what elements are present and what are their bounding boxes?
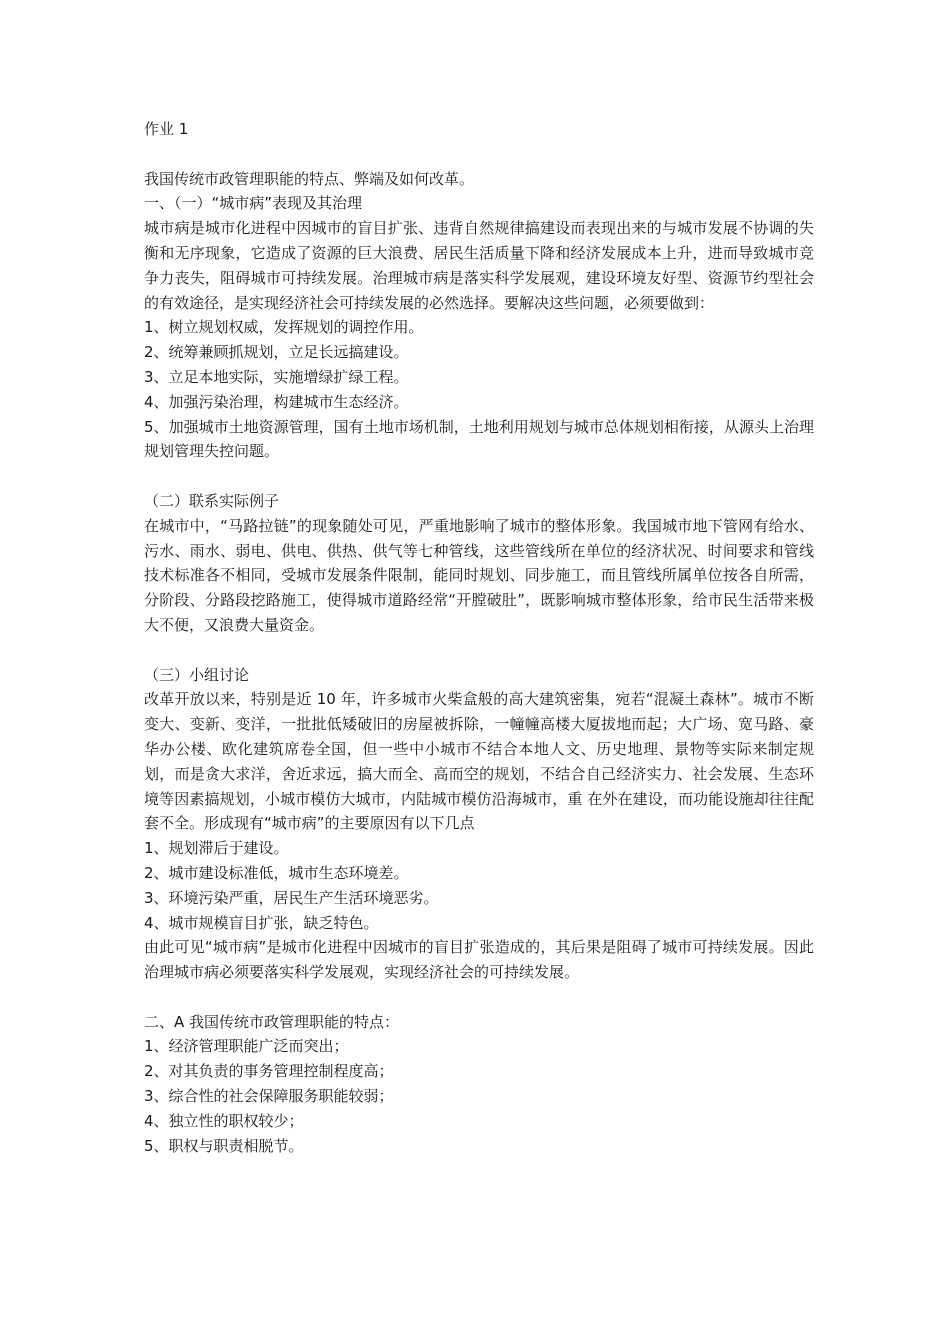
section-heading-1: 一、（一）“城市病”表现及其治理	[144, 194, 363, 213]
list-item: 3、立足本地实际，实施增绿扩绿工程。	[144, 367, 409, 386]
list-item: 4、城市规模盲目扩张，缺乏特色。	[144, 913, 379, 932]
list-item: 1、树立规划权威，发挥规划的调控作用。	[144, 318, 424, 337]
list-item: 5、职权与职责相脱节。	[144, 1136, 304, 1155]
list-item: 2、统筹兼顾抓规划，立足长远搞建设。	[144, 343, 409, 362]
list-item: 3、综合性的社会保障服务职能较弱；	[144, 1087, 394, 1106]
list-item: 4、加强污染治理，构建城市生态经济。	[144, 392, 409, 411]
list-item: 3、环境污染严重，居民生产生活环境恶劣。	[144, 888, 439, 907]
blank-line	[144, 638, 814, 663]
list-item: 1、规划滞后于建设。	[144, 839, 289, 858]
section-paragraph-1: 城市病是城市化进程中因城市的盲目扩张、违背自然规律搞建设而表现出来的与城市发展不协调的失衡和无序现象，它造成了资源的巨大浪费、居民生活质量下降和经济发展成本上升，进而导致城市竞争力丧失，阻碍城市可持续发展。治理城市病是落实科学发展观，建设环境友好型、资源节约型社会的有效途径，是实现经济社会可持续发展的必然选择。要解决这些问题，必须要做到：	[144, 219, 814, 312]
section-heading-3: （三）小组讨论	[144, 665, 250, 684]
document-page	[144, 117, 814, 1158]
section-heading-2: （二）联系实际例子	[144, 491, 280, 510]
list-item: 2、城市建设标准低，城市生态环境差。	[144, 863, 409, 882]
conclusion-paragraph: 由此可见“城市病”是城市化进程中因城市的盲目扩张造成的，其后果是阻碍了城市可持续发展。因此治理城市病必须要落实科学发展观，实现经济社会的可持续发展。	[144, 938, 814, 982]
section-heading-4: 二、A 我国传统市政管理职能的特点：	[144, 1012, 400, 1031]
assignment-question: 我国传统市政管理职能的特点、弊端及如何改革。	[144, 169, 475, 188]
section-paragraph-3: 改革开放以来，特别是近 10 年，许多城市火柴盒般的高大建筑密集，宛若“混凝土森林”。城市不断变大、变新、变洋，一批批低矮破旧的房屋被拆除，一幢幢高楼大厦拔地而起；大广场、宽马路、豪华办公楼、欧化建筑席卷全国，但一些中小城市不结合本地人文、历史地理、景物等实际来制定规划，而是贪大求洋，舍近求远，搞大而全、高而空的规划，不结合自己经济实力、社会发展、生态环境等因素搞规划，小城市模仿大城市，内陆城市模仿沿海城市，重 在外在建设，而功能设施却往往配套不全。形成现有“城市病”的主要原因有以下几点	[144, 690, 814, 833]
list-item: 1、经济管理职能广泛而突出；	[144, 1037, 349, 1056]
document-title: 作业 1	[144, 120, 189, 138]
blank-line	[144, 142, 814, 167]
list-item: 5、加强城市土地资源管理，国有土地市场机制，土地利用规划与城市总体规划相衔接，从源头上治理规划管理失控问题。	[144, 417, 814, 461]
blank-line	[144, 985, 814, 1010]
blank-line	[144, 464, 814, 489]
section-paragraph-2: 在城市中，“马路拉链”的现象随处可见，严重地影响了城市的整体形象。我国城市地下管网有给水、污水、雨水、弱电、供电、供热、供气等七种管线，这些管线所在单位的经济状况、时间要求和管线技术标准各不相同，受城市发展条件限制，能同时规划、同步施工，而且管线所属单位按各自所需，分阶段、分路段挖路施工，使得城市道路经常“开膛破肚”，既影响城市整体形象，给市民生活带来极大不便，又浪费大量资金。	[144, 516, 814, 634]
list-item: 2、对其负责的事务管理控制程度高；	[144, 1062, 394, 1081]
list-item: 4、独立性的职权较少；	[144, 1111, 304, 1130]
